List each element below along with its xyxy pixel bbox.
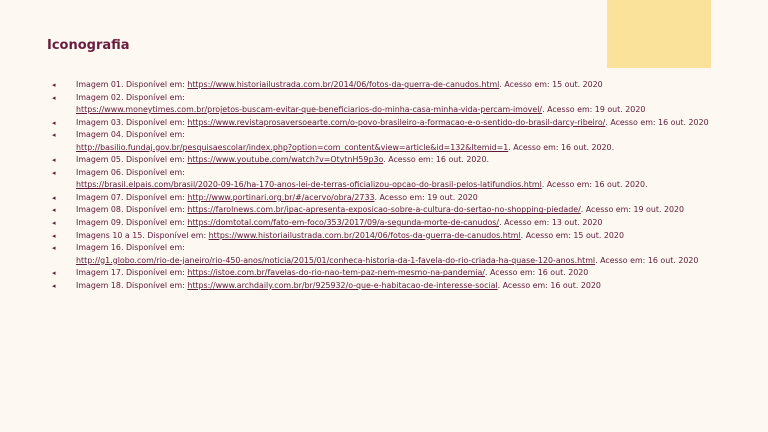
list-item (52, 129, 730, 154)
reference-access-date: . Acesso em: 16 out. 2020. (383, 155, 489, 165)
bullet-icon: ◂ (52, 231, 56, 240)
reference-label: Imagem 09. Disponível em: (76, 218, 188, 228)
bullet-icon: ◂ (52, 93, 56, 102)
bullet-icon: ◂ (52, 281, 56, 290)
reference-access-date: . Acesso em: 16 out. 2020. (508, 142, 615, 152)
list-item (52, 280, 730, 293)
reference-link[interactable]: http://www.portinari.org.br/#/acervo/obra/2733 (187, 192, 375, 202)
reference-link[interactable]: https://istoe.com.br/favelas-do-rio-nao-tem-paz-nem-mesmo-na-pandemia/ (187, 268, 485, 278)
bullet-icon: ◂ (52, 244, 56, 253)
reference-link[interactable]: https://www.archdaily.com.br/br/925932/o-que-e-habitacao-de-interesse-social (187, 280, 498, 290)
reference-label: Imagem 04. Disponível em: (76, 130, 185, 140)
reference-label: Imagem 16. Disponível em: (76, 243, 185, 253)
reference-access-date: . Acesso em: 19 out. 2020 (374, 192, 478, 202)
reference-link[interactable]: https://www.moneytimes.com.br/projetos-buscam-evitar-que-beneficiarios-do-minha-casa-minha-vida-percam-imovel/ (76, 105, 543, 115)
list-item (52, 79, 730, 92)
list-item (52, 204, 730, 217)
bullet-icon: ◂ (52, 219, 56, 228)
list-item (52, 167, 730, 192)
bullet-icon: ◂ (52, 131, 56, 140)
bullet-icon: ◂ (52, 206, 56, 215)
reference-access-date: . Acesso em: 13 out. 2020 (499, 218, 603, 228)
reference-link[interactable]: http://basilio.fundaj.gov.br/pesquisaescolar/index.php?option=com_content&view=article&id=132&Itemid=1 (76, 142, 509, 152)
reference-access-date: . Acesso em: 16 out. 2020 (484, 268, 589, 278)
reference-link[interactable]: https://farolnews.com.br/ipac-apresenta-exposicao-sobre-a-cultura-do-sertao-no-shopping-piedade/ (187, 205, 581, 215)
list-item (52, 92, 730, 117)
bullet-icon: ◂ (52, 81, 56, 89)
reference-label: Imagem 03. Disponível em: (76, 117, 188, 127)
bullet-icon: ◂ (52, 118, 56, 127)
reference-label: Imagem 06. Disponível em: (76, 167, 185, 177)
list-item (52, 267, 730, 280)
reference-label: Imagem 02. Disponível em: (76, 92, 185, 102)
reference-label: Imagem 01. Disponível em: (76, 80, 188, 89)
list-item (52, 117, 730, 130)
bullet-icon: ◂ (52, 168, 56, 177)
reference-access-date: . Acesso em: 15 out. 2020 (520, 230, 624, 240)
reference-link[interactable]: https://domtotal.com/fato-em-foco/353/2017/09/a-segunda-morte-de-canudos/ (187, 218, 500, 228)
reference-label: Imagem 18. Disponível em: (76, 280, 188, 290)
list-item (52, 242, 730, 267)
reference-link[interactable]: https://www.youtube.com/watch?v=OtytnH59p3o (187, 155, 384, 165)
bullet-icon: ◂ (52, 156, 56, 165)
reference-access-date: . Acesso em: 15 out. 2020 (499, 80, 603, 89)
list-item (52, 154, 730, 167)
reference-label: Imagens 10 a 15. Disponível em: (76, 230, 209, 240)
reference-access-date: . Acesso em: 16 out. 2020. (541, 180, 648, 190)
list-item (52, 230, 730, 243)
reference-label: Imagem 17. Disponível em: (76, 268, 188, 278)
reference-label: Imagem 05. Disponível em: (76, 155, 188, 165)
list-item (52, 192, 730, 205)
reference-link[interactable]: https://www.historiailustrada.com.br/2014/06/fotos-da-guerra-de-canudos.html (187, 80, 500, 89)
accent-block (607, 0, 711, 68)
bullet-icon: ◂ (52, 193, 56, 202)
bullet-icon: ◂ (52, 269, 56, 278)
reference-access-date: . Acesso em: 19 out. 2020 (580, 205, 685, 215)
reference-access-date: . Acesso em: 16 out. 2020 (595, 255, 699, 265)
reference-access-date: . Acesso em: 16 out. 2020 (605, 117, 709, 127)
reference-access-date: . Acesso em: 19 out. 2020 (542, 105, 646, 115)
list-item (52, 217, 730, 230)
reference-link[interactable]: https://brasil.elpais.com/brasil/2020-09-16/ha-170-anos-lei-de-terras-oficializou-opcao-do-brasil-pelos-latifundios.html (76, 180, 542, 190)
reference-list (52, 79, 730, 292)
reference-access-date: . Acesso em: 16 out. 2020 (497, 280, 601, 290)
reference-link[interactable]: https://www.historiailustrada.com.br/2014/06/fotos-da-guerra-de-canudos.html (208, 230, 521, 240)
reference-label: Imagem 08. Disponível em: (76, 205, 188, 215)
reference-label: Imagem 07. Disponível em: (76, 192, 188, 202)
reference-link[interactable]: https://www.revistaprosaversoearte.com/o-povo-brasileiro-a-formacao-e-o-sentido-do-brasil-darcy-ribeiro/ (187, 117, 606, 127)
page-title: Iconografia (47, 38, 130, 53)
reference-link[interactable]: http://g1.globo.com/rio-de-janeiro/rio-450-anos/noticia/2015/01/conheca-historia-da-1-favela-do-rio-criada-ha-quase-120-anos.html (76, 255, 596, 265)
